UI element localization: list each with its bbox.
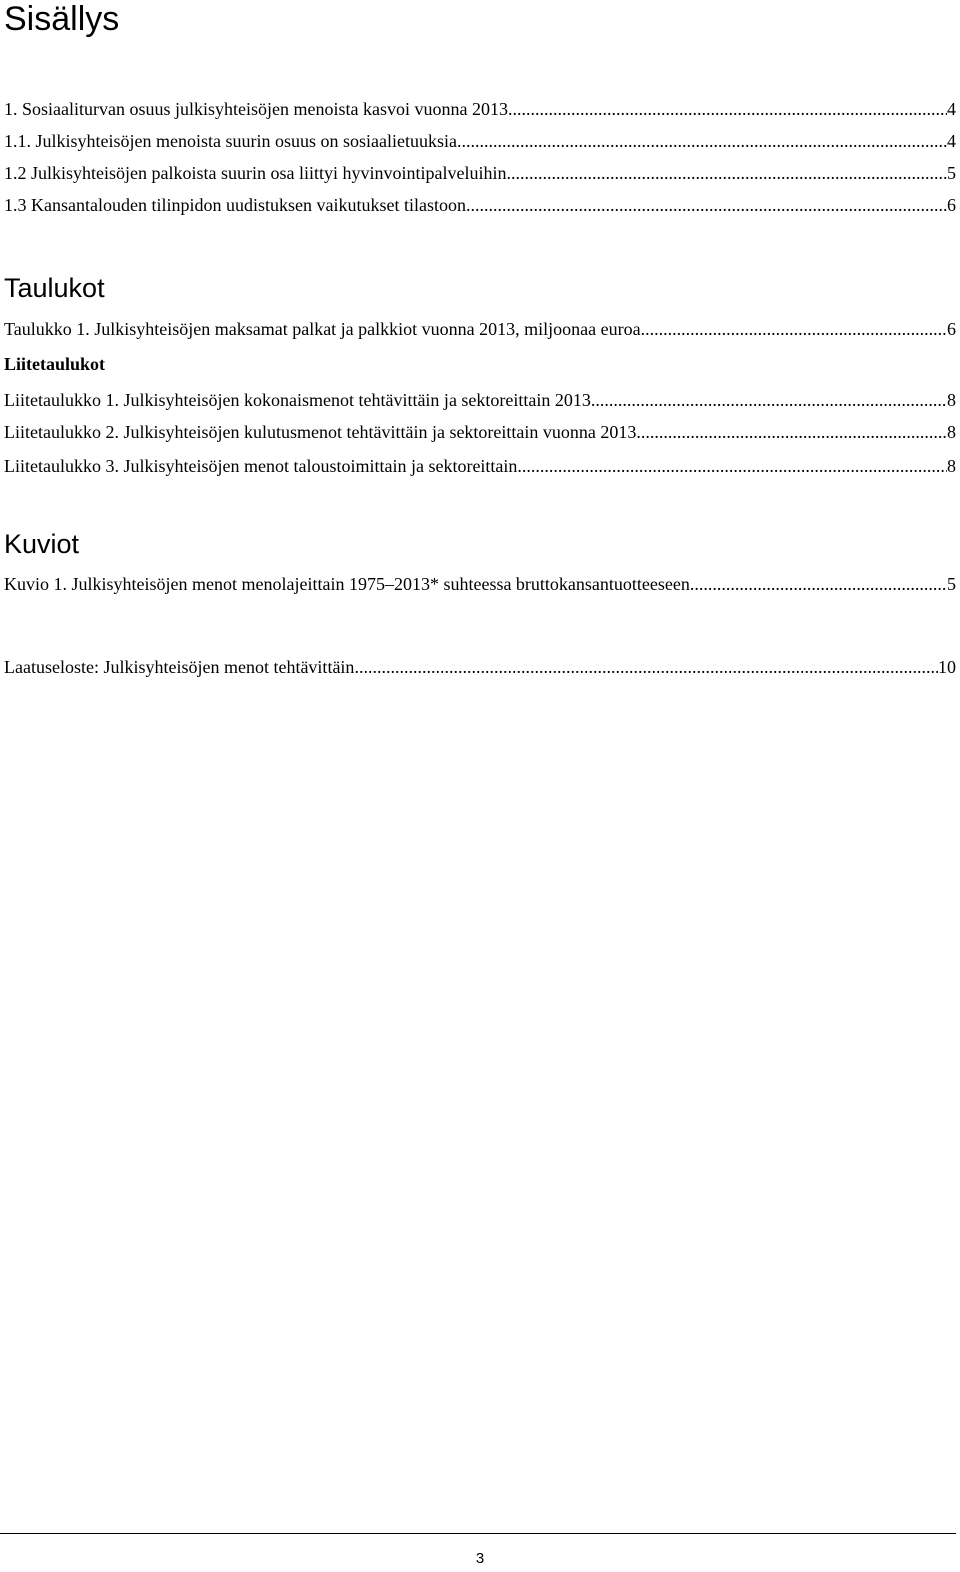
toc-dot-leader [694,573,947,595]
toc-page-number: 4 [947,131,956,151]
toc-entry[interactable] [0,318,956,340]
toc-dot-leader [512,98,947,120]
toc-page-number: 6 [947,319,956,339]
toc-page-number: 8 [947,390,956,410]
section-heading-taulukot: Taulukot [4,273,105,303]
toc-dot-leader [511,162,947,184]
toc-page-number: 5 [947,163,956,183]
toc-entry-text: Liitetaulukko 2. Julkisyhteisöjen kulutusmenot tehtävittäin ja sektoreittain vuonna 2013. [4,422,641,442]
toc-dot-leader [595,389,947,411]
toc-dot-leader [641,421,947,443]
toc-dot-leader [354,656,938,678]
toc-entry[interactable] [0,421,956,443]
toc-entry[interactable] [0,573,956,595]
toc-page-number: 4 [947,99,956,119]
toc-entry-text: Liitetaulukko 3. Julkisyhteisöjen menot taloustoimittain ja sektoreittain. [4,456,522,476]
toc-dot-leader [470,194,947,216]
toc-entry-text: Liitetaulukko 1. Julkisyhteisöjen kokonaismenot tehtävittäin ja sektoreittain 2013. [4,390,596,410]
toc-entry-text: Taulukko 1. Julkisyhteisöjen maksamat palkat ja palkkiot vuonna 2013, miljoonaa euroa [4,319,641,339]
toc-page-number: 8 [947,456,956,476]
toc-entry[interactable] [0,656,956,678]
footer-page-number: 3 [475,1550,485,1567]
toc-dot-leader [641,318,947,340]
toc-entry[interactable] [0,130,956,152]
page-title: Sisällys [4,0,120,38]
toc-entry-text: Laatuseloste: Julkisyhteisöjen menot tehtävittäin [4,657,355,677]
toc-page-number: 10 [938,657,956,677]
toc-entry-text: Kuvio 1. Julkisyhteisöjen menot menolajeittain 1975–2013* suhteessa bruttokansantuotteeseen. [4,574,695,594]
toc-entry[interactable] [0,389,956,411]
toc-entry[interactable] [0,194,956,216]
section-heading-kuviot: Kuviot [4,529,80,559]
toc-page-number: 8 [947,422,956,442]
toc-page-number: 6 [947,195,956,215]
toc-entry[interactable] [0,455,956,477]
toc-entry-text: 1.3 Kansantalouden tilinpidon uudistuksen vaikutukset tilastoon. [4,195,471,215]
footer-divider [0,1533,956,1534]
section-heading-liitetaulukot: Liitetaulukot [4,354,106,374]
toc-dot-leader [522,455,947,477]
toc-entry-text: 1.1. Julkisyhteisöjen menoista suurin osuus on sosiaalietuuksia. [4,131,462,151]
toc-entry[interactable] [0,162,956,184]
toc-dot-leader [461,130,947,152]
toc-entry-text: 1. Sosiaaliturvan osuus julkisyhteisöjen menoista kasvoi vuonna 2013. [4,99,513,119]
toc-entry-text: 1.2 Julkisyhteisöjen palkoista suurin osa liittyi hyvinvointipalveluihin. [4,163,511,183]
toc-page-number: 5 [947,574,956,594]
toc-entry[interactable] [0,98,956,120]
